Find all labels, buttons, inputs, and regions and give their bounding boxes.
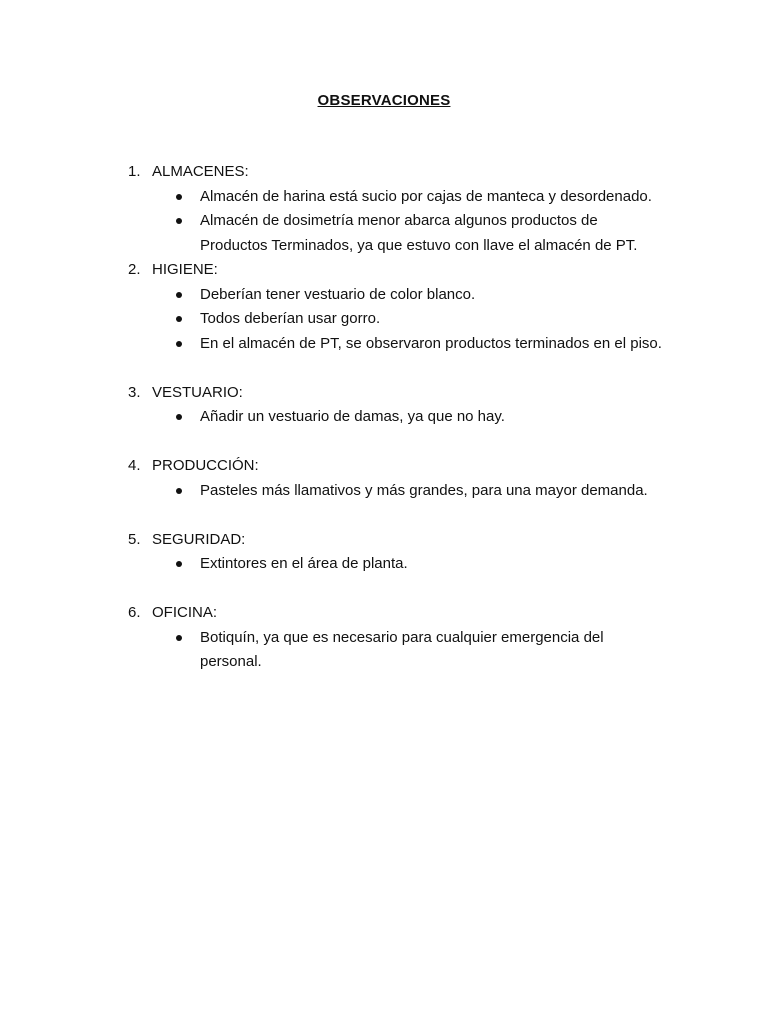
section-number: 1. (128, 163, 141, 180)
observations-list (128, 160, 668, 675)
section-almacenes (128, 160, 668, 258)
section-heading (128, 601, 668, 626)
section-number: 2. (128, 261, 141, 278)
list-item (128, 479, 668, 504)
bullet-text: Deberían tener vestuario de color blanco. (200, 285, 476, 303)
section-heading (128, 454, 668, 479)
section-title: HIGIENE: (152, 261, 218, 278)
bullet-text: En el almacén de PT, se observaron productos terminados en el piso. (200, 334, 662, 352)
list-item (128, 332, 668, 357)
bullet-list (128, 185, 668, 259)
section-oficina (128, 601, 668, 675)
list-item (128, 405, 668, 430)
section-higiene (128, 258, 668, 356)
bullet-text: Extintores en el área de planta. (200, 555, 408, 572)
section-number: 6. (128, 604, 141, 621)
section-title: VESTUARIO: (152, 383, 243, 401)
section-heading (128, 528, 668, 553)
bullet-list (128, 283, 668, 357)
bullet-text: Botiquín, ya que es necesario para cualquier emergencia del personal. (200, 628, 604, 670)
bullet-text: Todos deberían usar gorro. (200, 310, 381, 327)
bullet-list (128, 479, 668, 504)
section-vestuario (128, 381, 668, 430)
section-seguridad (128, 528, 668, 577)
section-produccion (128, 454, 668, 503)
bullet-list (128, 626, 668, 675)
bullet-list (128, 405, 668, 430)
bullet-text: Pasteles más llamativos y más grandes, para una mayor demanda. (200, 481, 648, 499)
section-heading (128, 160, 668, 185)
bullet-text: Almacén de dosimetría menor abarca algunos productos de Productos Terminados, ya que estuvo con llave el almacén de PT. (200, 212, 638, 254)
section-title: PRODUCCIÓN: (152, 457, 259, 474)
list-item (128, 209, 668, 258)
section-title: OFICINA: (152, 604, 218, 621)
list-item (128, 307, 668, 332)
section-heading (128, 381, 668, 406)
list-item (128, 185, 668, 210)
bullet-text: Almacén de harina está sucio por cajas de manteca y desordenado. (200, 187, 652, 205)
section-heading (128, 258, 668, 283)
section-number: 4. (128, 457, 141, 474)
section-number: 3. (128, 383, 141, 401)
list-item (128, 626, 668, 675)
bullet-list (128, 552, 668, 577)
section-title: SEGURIDAD: (152, 530, 246, 548)
page-title: OBSERVACIONES (317, 92, 451, 109)
section-title: ALMACENES: (152, 163, 249, 180)
bullet-text: Añadir un vestuario de damas, ya que no hay. (200, 408, 505, 425)
section-number: 5. (128, 530, 141, 548)
list-item (128, 552, 668, 577)
list-item (128, 283, 668, 308)
